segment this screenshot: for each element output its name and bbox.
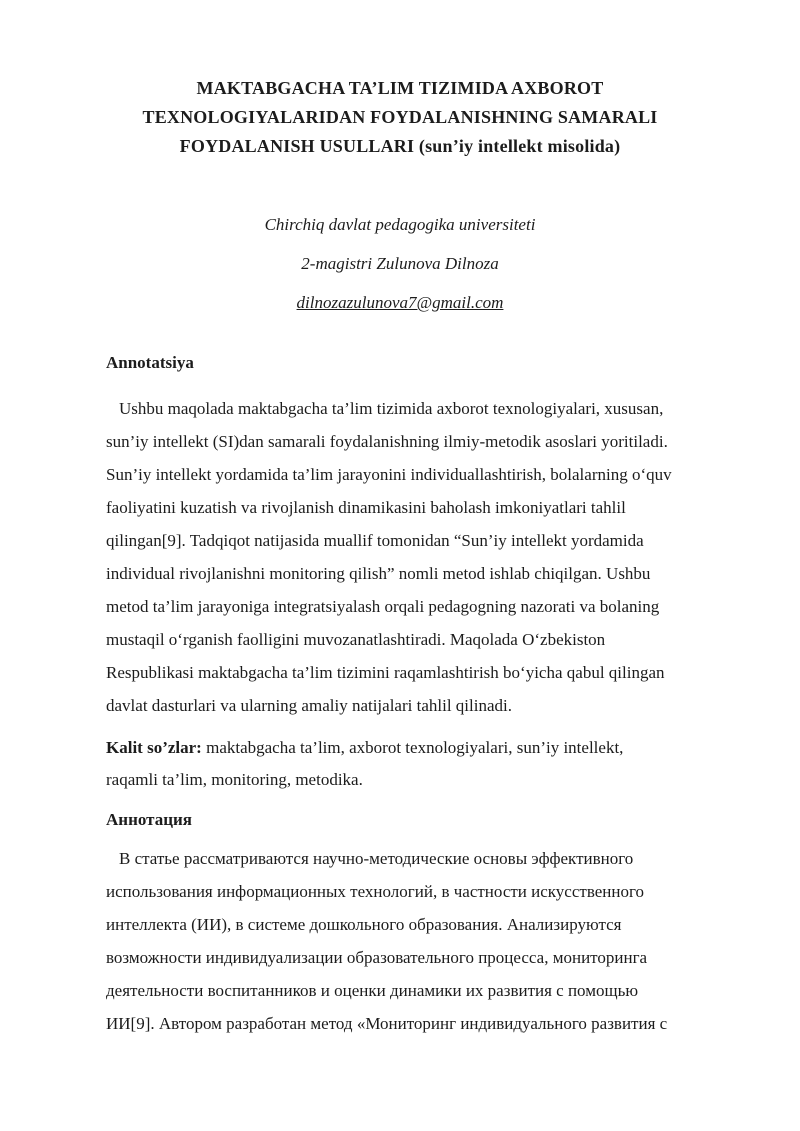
abstract-uz-line: Respublikasi maktabgacha ta’lim tizimini raqamlashtirish boʻyicha qabul qilingan (106, 663, 665, 682)
abstract-ru-heading: Аннотация (106, 810, 192, 829)
document-body (106, 352, 746, 1040)
abstract-ru-line: интеллекта (ИИ), в системе дошкольного образования. Анализируются (106, 915, 622, 934)
author-block (0, 205, 800, 322)
keywords-text: maktabgacha ta’lim, axborot texnologiyalari, sun’iy intellekt, (201, 738, 624, 757)
abstract-ru-line: ИИ[9]. Автором разработан метод «Мониторинг индивидуального развития с (106, 1014, 668, 1033)
page-title-line: TEXNOLOGIYALARIDAN FOYDALANISHNING SAMARALI (142, 107, 658, 127)
abstract-uz-line: individual rivojlanishni monitoring qilish” nomli metod ishlab chiqilgan. Ushbu (106, 564, 651, 583)
abstract-uz-line: metod ta’lim jarayoniga integratsiyalash orqali pedagogning nazorati va bolaning (106, 597, 660, 616)
abstract-uz-line: sun’iy intellekt (SI)dan samarali foydalanishning ilmiy-metodik asoslari yoritiladi. (106, 432, 668, 451)
abstract-uz-line: faoliyatini kuzatish va rivojlanish dinamikasini baholash imkoniyatlari tahlil (106, 498, 626, 517)
abstract-ru-paragraph (106, 842, 746, 1040)
abstract-ru-line: возможности индивидуализации образовательного процесса, мониторинга (106, 948, 648, 967)
email-link[interactable]: dilnozazulunova7@gmail.com (296, 293, 504, 312)
affiliation: Chirchiq davlat pedagogika universiteti (264, 215, 536, 234)
page-title-line: FOYDALANISH USULLARI (sun’iy intellekt misolida) (179, 136, 621, 156)
abstract-uz-line: davlat dasturlari va ularning amaliy natijalari tahlil qilinadi. (106, 696, 512, 715)
abstract-uz-line: Ushbu maqolada maktabgacha ta’lim tizimida axborot texnologiyalari, xususan, (119, 399, 664, 418)
keywords-text-line2: raqamli ta’lim, monitoring, metodika. (106, 770, 363, 789)
abstract-uz-paragraph (106, 392, 746, 722)
page-title-line: MAKTABGACHA TA’LIM TIZIMIDA AXBOROT (196, 78, 604, 98)
abstract-uz-line: mustaqil oʻrganish faolligini muvozanatlashtiradi. Maqolada Oʻzbekiston (106, 630, 606, 649)
abstract-ru-line: деятельности воспитанников и оценки динамики их развития с помощью (106, 981, 639, 1000)
abstract-uz-line: Sun’iy intellekt yordamida ta’lim jarayonini individuallashtirish, bolalarning oʻquv (106, 465, 672, 484)
abstract-ru-line: использования информационных технологий, в частности искусственного (106, 882, 645, 901)
keywords-label: Kalit so’zlar: (106, 738, 202, 757)
abstract-uz-line: qilingan[9]. Tadqiqot natijasida muallif tomonidan “Sun’iy intellekt yordamida (106, 531, 644, 550)
abstract-uz-heading: Annotatsiya (106, 353, 194, 372)
keywords-block (106, 732, 746, 796)
abstract-ru-line: В статье рассматриваются научно-методические основы эффективного (119, 849, 634, 868)
page-title (80, 0, 720, 161)
author-name: 2-magistri Zulunova Dilnoza (301, 254, 499, 273)
